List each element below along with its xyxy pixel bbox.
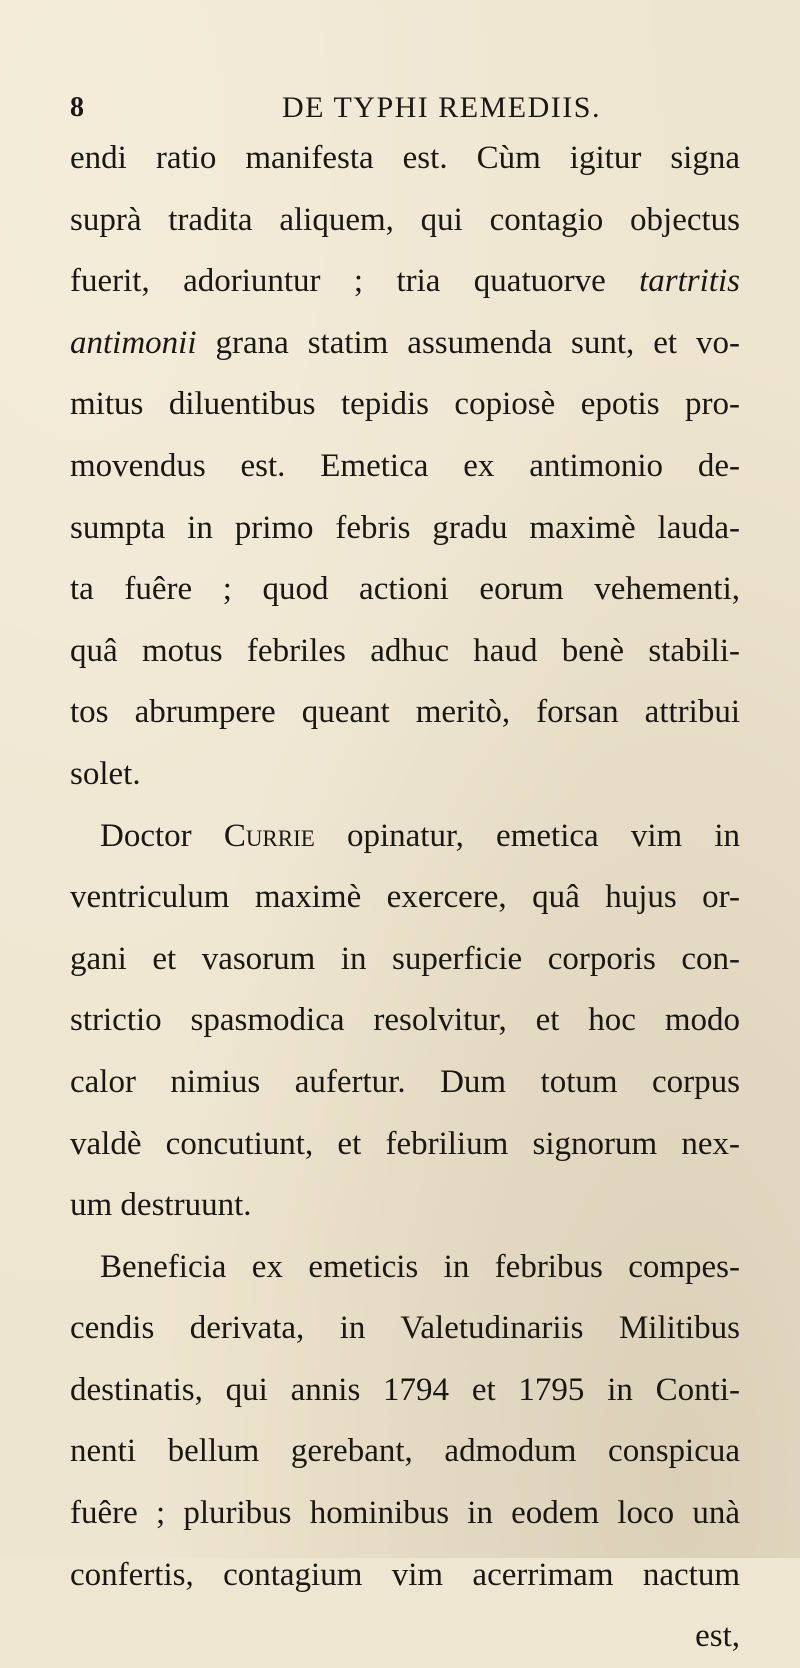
text-segment: movendus est. Emetica ex antimonio de- <box>70 447 740 484</box>
text-segment: endi ratio manifesta est. Cùm igitur signa <box>70 140 740 176</box>
running-head <box>70 88 750 128</box>
text-segment: sumpta in primo febris gradu maximè lauda- <box>70 509 740 546</box>
running-head-title: DE TYPHI REMEDIIS. <box>282 91 601 124</box>
text-segment: ta fuêre ; quod actioni eorum vehementi, <box>70 571 740 608</box>
text-segment: fuerit, adoriuntur ; tria quatuorve <box>70 263 640 300</box>
text-segment: Currie <box>223 817 315 854</box>
text-segment: um destruunt. <box>70 1187 252 1224</box>
text-segment: grana statim assumenda sunt, et vo- <box>196 324 740 361</box>
text-line <box>70 1545 740 1607</box>
text-segment: fuêre ; pluribus hominibus in eodem loco unà <box>70 1495 740 1532</box>
text-line <box>70 498 740 560</box>
text-segment: confertis, contagium vim acerrimam nactum <box>70 1556 740 1593</box>
text-line <box>70 313 740 375</box>
text-segment: tos abrumpere queant meritò, forsan attribui <box>70 694 740 731</box>
text-segment: tartritis <box>639 263 740 300</box>
text-line <box>70 1421 740 1483</box>
text-line <box>70 190 740 252</box>
text-line <box>70 990 740 1052</box>
text-line <box>70 1298 740 1360</box>
text-segment: antimonii <box>70 324 197 361</box>
text-line <box>70 806 740 868</box>
text-segment: Beneficia ex emeticis in febribus compes- <box>100 1248 740 1285</box>
text-segment: solet. <box>70 755 141 792</box>
body-text <box>70 128 740 1668</box>
text-line <box>70 1360 740 1422</box>
text-segment: ventriculum maximè exercere, quâ hujus or- <box>70 879 740 916</box>
text-segment: mitus diluentibus tepidis copiosè epotis pro- <box>70 386 740 423</box>
text-segment: Doctor <box>100 817 224 854</box>
text-line <box>70 867 740 929</box>
text-line <box>70 1606 740 1668</box>
text-segment: quâ motus febriles adhuc haud benè stabili- <box>70 632 740 669</box>
text-line <box>70 1114 740 1176</box>
text-segment: calor nimius aufertur. Dum totum corpus <box>70 1063 740 1100</box>
text-segment: nenti bellum gerebant, admodum conspicua <box>70 1433 740 1470</box>
text-segment: est, <box>695 1618 740 1655</box>
text-line <box>70 929 740 991</box>
text-line <box>70 374 740 436</box>
text-line <box>70 128 740 190</box>
page-number: 8 <box>70 92 84 123</box>
text-segment: gani et vasorum in superficie corporis con- <box>70 940 740 977</box>
text-line <box>70 251 740 313</box>
text-line <box>70 621 740 683</box>
text-segment: cendis derivata, in Valetudinariis Militibus <box>70 1310 740 1347</box>
text-line <box>70 436 740 498</box>
text-line <box>70 744 740 806</box>
text-line <box>70 559 740 621</box>
text-line <box>70 682 740 744</box>
text-segment: valdè concutiunt, et febrilium signorum nex- <box>70 1125 740 1162</box>
text-line <box>70 1483 740 1545</box>
text-line <box>70 1175 740 1237</box>
text-segment: suprà tradita aliquem, qui contagio objectus <box>70 201 740 238</box>
text-segment: opinatur, emetica vim in <box>314 817 740 854</box>
text-line <box>70 1052 740 1114</box>
text-line <box>70 1237 740 1299</box>
text-segment: strictio spasmodica resolvitur, et hoc modo <box>70 1002 740 1039</box>
text-segment: destinatis, qui annis 1794 et 1795 in Conti- <box>70 1371 740 1408</box>
